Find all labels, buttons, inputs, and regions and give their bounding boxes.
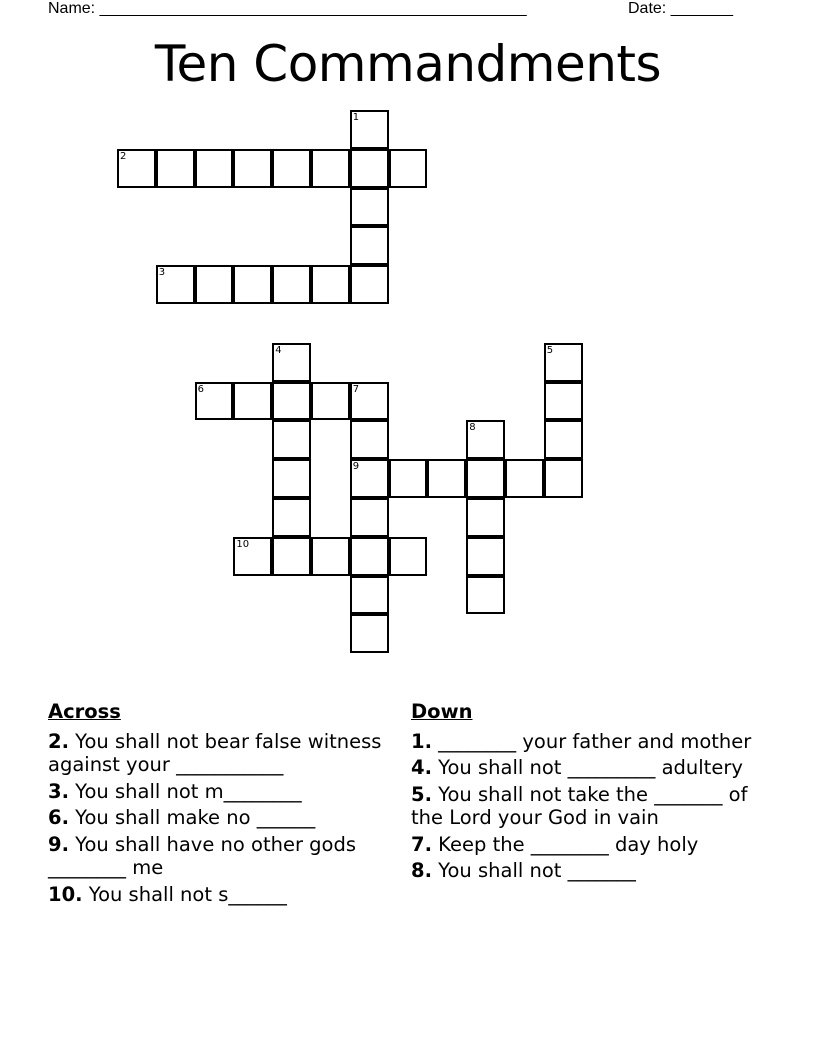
- crossword-cell[interactable]: [350, 537, 389, 576]
- across-clue: [48, 806, 404, 830]
- cell-number: 5: [546, 344, 554, 356]
- crossword-cell[interactable]: [350, 149, 389, 188]
- clue-number: 10.: [48, 882, 83, 906]
- crossword-cell[interactable]: [466, 420, 505, 459]
- cell-number: 6: [197, 383, 204, 395]
- crossword-cell[interactable]: [350, 614, 389, 653]
- down-clue: [411, 730, 767, 754]
- down-heading: Down: [411, 700, 473, 723]
- crossword-cell[interactable]: [156, 265, 195, 304]
- crossword-cell[interactable]: [544, 420, 583, 459]
- crossword-cell[interactable]: [350, 459, 389, 498]
- crossword-cell[interactable]: [350, 110, 389, 149]
- crossword-cell[interactable]: [233, 537, 272, 576]
- clue-text: You shall not m________: [68, 779, 302, 803]
- crossword-cell[interactable]: [272, 420, 311, 459]
- crossword-cell[interactable]: [272, 537, 311, 576]
- crossword-cell[interactable]: [195, 382, 234, 421]
- clue-number: 4.: [411, 756, 432, 779]
- crossword-cell[interactable]: [311, 537, 350, 576]
- down-clue: [411, 833, 767, 857]
- crossword-cell[interactable]: [389, 149, 428, 188]
- clue-text: You shall not _______: [431, 859, 636, 882]
- crossword-cell[interactable]: [311, 265, 350, 304]
- clue-text: You shall not _________ adultery: [431, 756, 743, 779]
- clue-text: You shall have no other gods ________ me: [48, 832, 357, 879]
- crossword-cell[interactable]: [272, 382, 311, 421]
- clue-text: You shall make no ______: [68, 806, 316, 829]
- crossword-cell[interactable]: [389, 459, 428, 498]
- crossword-cell[interactable]: [117, 149, 156, 188]
- page-title: Ten Commandments: [154, 35, 662, 93]
- down-clue: [411, 859, 767, 883]
- clue-number: 1.: [411, 729, 432, 753]
- cell-number: 3: [158, 267, 166, 279]
- cell-number: 2: [120, 150, 127, 162]
- across-clue-list: [48, 730, 404, 907]
- crossword-cell[interactable]: [466, 576, 505, 615]
- crossword-cell[interactable]: [389, 537, 428, 576]
- crossword-cell[interactable]: [505, 459, 544, 498]
- crossword-cell[interactable]: [233, 382, 272, 421]
- crossword-cell[interactable]: [311, 149, 350, 188]
- clue-text: You shall not take the _______ of the Lord your God in vain: [411, 782, 748, 829]
- cell-number: 9: [352, 461, 360, 473]
- across-heading: Across: [48, 700, 121, 723]
- clue-text: You shall not bear false witness against your ___________: [48, 729, 382, 776]
- crossword-cell[interactable]: [466, 498, 505, 537]
- crossword-cell[interactable]: [195, 149, 234, 188]
- crossword-cell[interactable]: [544, 343, 583, 382]
- crossword-cell[interactable]: [311, 382, 350, 421]
- clue-number: 9.: [48, 832, 69, 856]
- clue-number: 6.: [48, 806, 69, 829]
- crossword-cell[interactable]: [466, 459, 505, 498]
- name-field[interactable]: Name: ________________________________________________: [48, 0, 527, 17]
- crossword-cell[interactable]: [544, 382, 583, 421]
- crossword-cell[interactable]: [350, 265, 389, 304]
- clue-number: 8.: [411, 859, 432, 882]
- clue-text: Keep the ________ day holy: [431, 832, 699, 856]
- cell-number: 10: [236, 538, 250, 550]
- crossword-cell[interactable]: [272, 343, 311, 382]
- clue-text: ________ your father and mother: [431, 729, 752, 753]
- crossword-cell[interactable]: [272, 459, 311, 498]
- clue-number: 3.: [48, 779, 69, 803]
- cell-number: 1: [352, 112, 360, 123]
- across-clue: [48, 883, 404, 907]
- crossword-cell[interactable]: [350, 226, 389, 265]
- date-field[interactable]: Date: _______: [628, 0, 733, 17]
- crossword-cell[interactable]: [195, 265, 234, 304]
- cell-number: 8: [469, 422, 476, 434]
- across-clue: [48, 780, 404, 804]
- crossword-cell[interactable]: [272, 149, 311, 188]
- crossword-cell[interactable]: [272, 265, 311, 304]
- down-clue-list: [411, 730, 767, 883]
- crossword-cell[interactable]: [427, 459, 466, 498]
- clue-number: 7.: [411, 832, 432, 856]
- down-clues: [411, 700, 767, 886]
- crossword-cell[interactable]: [350, 382, 389, 421]
- crossword-cell[interactable]: [466, 537, 505, 576]
- across-clue: [48, 833, 404, 880]
- across-clues: [48, 700, 404, 909]
- crossword-cell[interactable]: [350, 576, 389, 615]
- crossword-cell[interactable]: [156, 149, 195, 188]
- crossword-cell[interactable]: [272, 498, 311, 537]
- clue-number: 5.: [411, 782, 432, 806]
- crossword-cell[interactable]: [544, 459, 583, 498]
- clue-text: You shall not s______: [82, 882, 287, 906]
- down-clue: [411, 756, 767, 780]
- across-clue: [48, 730, 404, 777]
- clue-number: 2.: [48, 729, 69, 753]
- down-clue: [411, 783, 767, 830]
- crossword-cell[interactable]: [233, 149, 272, 188]
- cell-number: 4: [275, 344, 282, 356]
- crossword-cell[interactable]: [233, 265, 272, 304]
- cell-number: 7: [352, 383, 360, 395]
- crossword-cell[interactable]: [350, 188, 389, 227]
- crossword-cell[interactable]: [350, 420, 389, 459]
- crossword-cell[interactable]: [350, 498, 389, 537]
